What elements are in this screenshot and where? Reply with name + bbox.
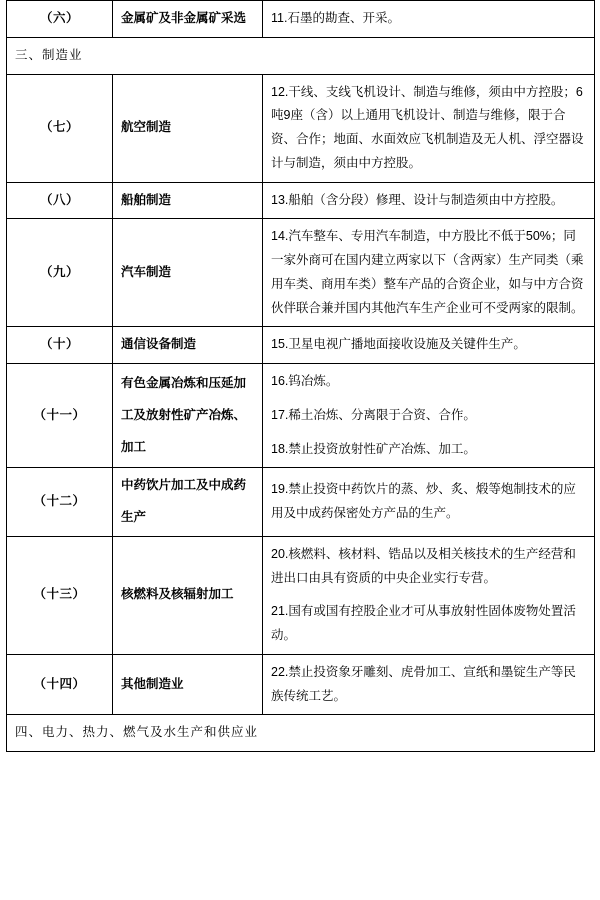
table-row [7,219,595,327]
category-line: 加工 [121,439,147,454]
row-number: （八） [7,182,113,219]
description-line: 16.钨冶炼。 [271,374,339,388]
table-row [7,182,595,219]
table-row [7,536,595,654]
negative-list-table [6,0,595,752]
category-line: 通信设备制造 [121,337,197,352]
row-description [263,219,595,327]
row-description [263,654,595,715]
table-row [7,468,595,537]
row-number: （九） [7,219,113,327]
row-description [263,182,595,219]
table-row [7,74,595,182]
row-category [113,364,263,468]
description-line: 13.船舶（含分段）修理、设计与制造须由中方控股。 [271,192,564,207]
section-heading: 四、电力、热力、燃气及水生产和供应业 [7,715,595,752]
row-category [113,1,263,38]
description-line: 19.禁止投资中药饮片的蒸、炒、炙、煅等炮制技术的应用及中成药保密处方产品的生产。 [271,482,576,520]
description-line: 12.干线、支线飞机设计、制造与维修，须由中方控股；6吨9座（含）以上通用飞机设计、制造与维修，限于合资、合作；地面、水面效应飞机制造及无人机、浮空器设计与制造，须由中方控股。 [271,84,584,170]
category-line: 航空制造 [121,120,172,135]
section-heading: 三、制造业 [7,37,595,74]
row-description [263,364,595,468]
row-number: （十三） [7,536,113,654]
description-line: 21.国有或国有控股企业才可从事放射性固体废物处置活动。 [271,604,576,642]
row-category [113,74,263,182]
category-line: 核燃料及核辐射加工 [121,587,234,602]
row-number: （十一） [7,364,113,468]
description-line: 17.稀土冶炼、分离限于合资、合作。 [271,407,476,422]
row-number: （七） [7,74,113,182]
description-line: 15.卫星电视广播地面接收设施及关键件生产。 [271,337,526,352]
row-description [263,74,595,182]
row-number: （六） [7,1,113,38]
table-body [7,1,595,752]
table-row [7,327,595,364]
category-line: 汽车制造 [121,264,172,279]
row-description [263,1,595,38]
category-line: 有色金属冶炼和压延加 [121,376,247,390]
row-description [263,536,595,654]
row-category [113,654,263,715]
table-row [7,1,595,38]
description-line: 11.石墨的勘查、开采。 [271,11,400,25]
description-line: 20.核燃料、核材料、锆品以及相关核技术的生产经营和进出口由具有资质的中央企业实行专营。 [271,546,576,585]
row-category [113,327,263,364]
table-row [7,364,595,468]
category-line: 船舶制造 [121,192,172,207]
row-description [263,468,595,537]
row-category [113,468,263,537]
table-section-row [7,37,595,74]
row-category [113,536,263,654]
description-line: 18.禁止投资放射性矿产冶炼、加工。 [271,441,476,456]
category-line: 生产 [121,510,147,524]
category-line: 其他制造业 [121,676,184,691]
row-category [113,182,263,219]
description-line: 22.禁止投资象牙雕刻、虎骨加工、宣纸和墨锭生产等民族传统工艺。 [271,664,576,703]
row-category [113,219,263,327]
row-number: （十） [7,327,113,364]
row-description [263,327,595,364]
category-line: 金属矿及非金属矿采选 [121,11,247,25]
table-section-row [7,715,595,752]
description-line: 14.汽车整车、专用汽车制造，中方股比不低于50%；同一家外商可在国内建立两家以下（含两家）生产同类（乘用车类、商用车类）整车产品的合资企业，如与中方合资伙伴联合兼并国内其他汽车生产企业可不受两家的限制。 [271,229,584,315]
category-line: 工及放射性矿产冶炼、 [121,407,247,422]
table-row [7,654,595,715]
row-number: （十四） [7,654,113,715]
row-number: （十二） [7,468,113,537]
category-line: 中药饮片加工及中成药 [121,478,247,493]
